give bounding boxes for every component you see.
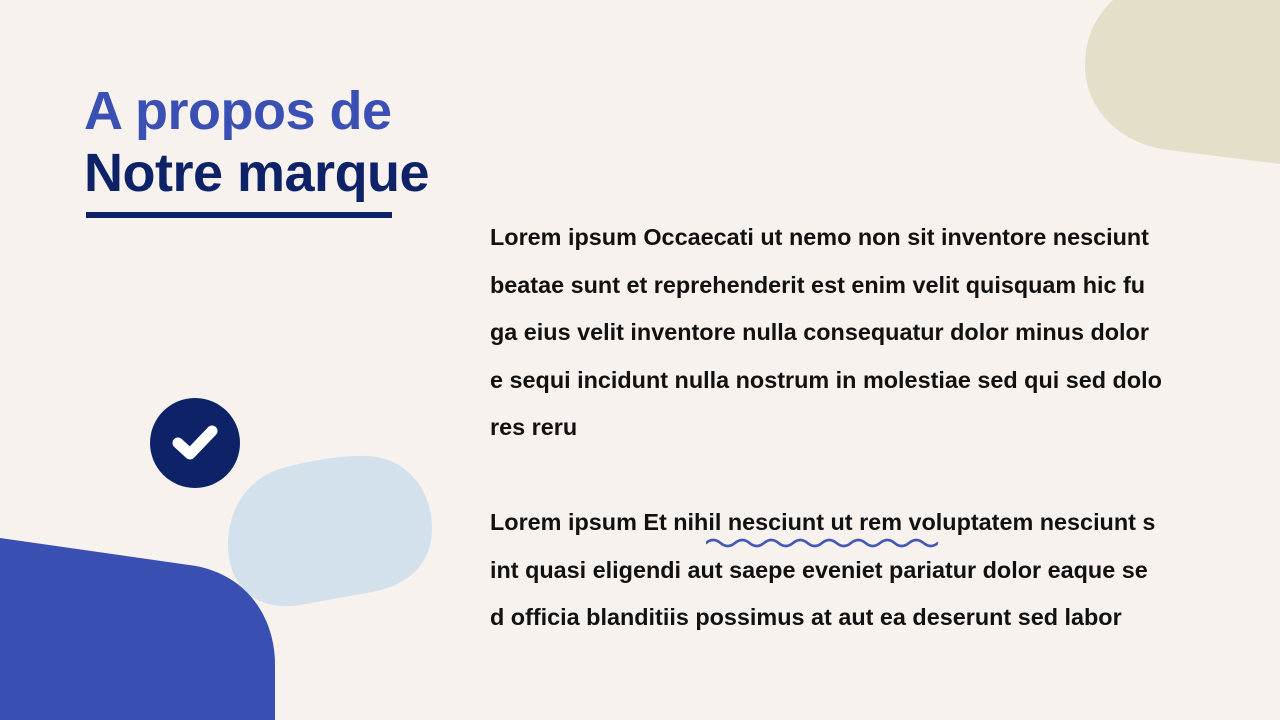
slide-title bbox=[84, 80, 429, 204]
paragraph-line: Lorem ipsum Et nihil nesciunt ut rem voluptatem nesciunt s bbox=[490, 509, 1156, 535]
checkmark-icon bbox=[150, 398, 240, 488]
check-circle-icon bbox=[150, 398, 240, 488]
paragraph-line: ga eius velit inventore nulla consequatur dolor minus dolor bbox=[490, 319, 1149, 345]
paragraph-spacer bbox=[490, 452, 1230, 500]
title-underline bbox=[86, 212, 392, 218]
paragraph-2 bbox=[490, 499, 1230, 642]
body-text bbox=[490, 214, 1230, 642]
paragraph-line: e sequi incidunt nulla nostrum in molestiae sed qui sed dolo bbox=[490, 366, 1162, 393]
paragraph-line: res reru bbox=[490, 414, 578, 440]
paragraph-line: int quasi eligendi aut saepe eveniet pariatur dolor eaque se bbox=[490, 556, 1148, 583]
title-line-accent: A propos de bbox=[84, 81, 392, 141]
paragraph-line: d officia blanditiis possimus at aut ea deserunt sed labor bbox=[490, 604, 1122, 630]
paragraph-line: beatae sunt et reprehenderit est enim velit quisquam hic fu bbox=[490, 271, 1146, 298]
paragraph-1 bbox=[490, 214, 1230, 452]
paragraph-line: Lorem ipsum Occaecati ut nemo non sit inventore nesciunt bbox=[490, 224, 1149, 250]
title-line-main: Notre marque bbox=[84, 143, 430, 203]
squiggle-underline bbox=[706, 537, 938, 549]
